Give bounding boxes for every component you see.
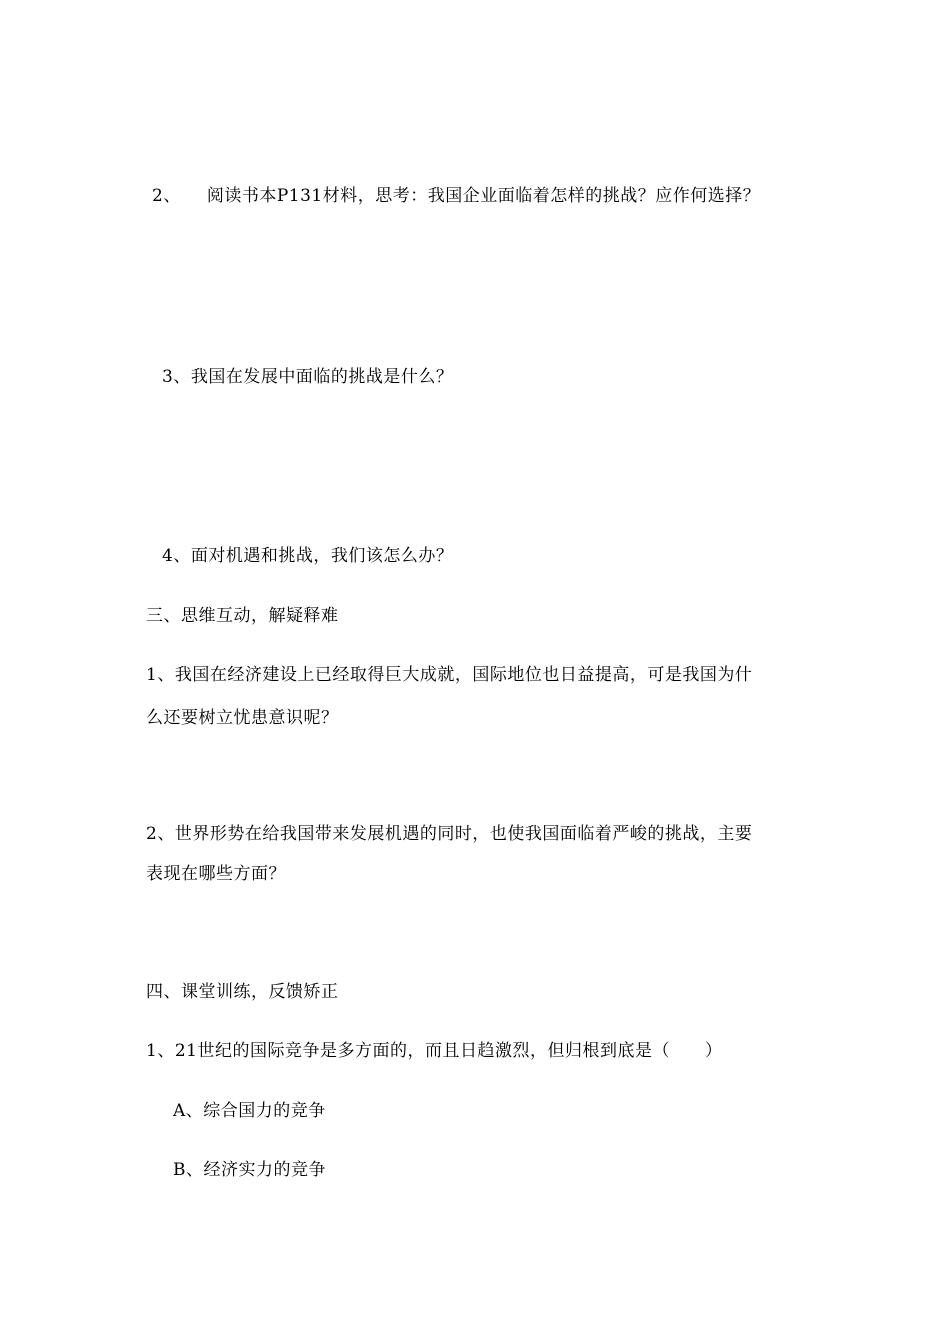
- section-4-heading: 四、课堂训练，反馈矫正: [146, 982, 339, 1002]
- option-b: B、经济实力的竞争: [173, 1160, 326, 1180]
- question-2-text: 阅读书本P131材料，思考：我国企业面临着怎样的挑战？应作何选择？: [206, 186, 761, 206]
- question-4: 4、面对机遇和挑战，我们该怎么办？: [162, 546, 454, 566]
- option-a: A、综合国力的竞争: [173, 1101, 326, 1121]
- question-2-number: 2、: [152, 186, 181, 206]
- section-3-item-1-line-1: 1、我国在经济建设上已经取得巨大成就，国际地位也日益提高，可是我国为什: [146, 665, 753, 685]
- section-3-item-2-line-2: 表现在哪些方面？: [146, 864, 286, 884]
- section-3-item-1-line-2: 么还要树立忧患意识呢？: [146, 708, 339, 728]
- section-3-heading: 三、思维互动，解疑释难: [146, 606, 339, 626]
- question-3: 3、我国在发展中面临的挑战是什么？: [162, 367, 454, 387]
- section-3-item-2-line-1: 2、世界形势在给我国带来发展机遇的同时，也使我国面临着严峻的挑战，主要: [146, 824, 753, 844]
- section-4-question-1: 1、21世纪的国际竞争是多方面的，而且日趋激烈，但归根到底是（ ）: [146, 1041, 723, 1061]
- question-2: [152, 188, 760, 205]
